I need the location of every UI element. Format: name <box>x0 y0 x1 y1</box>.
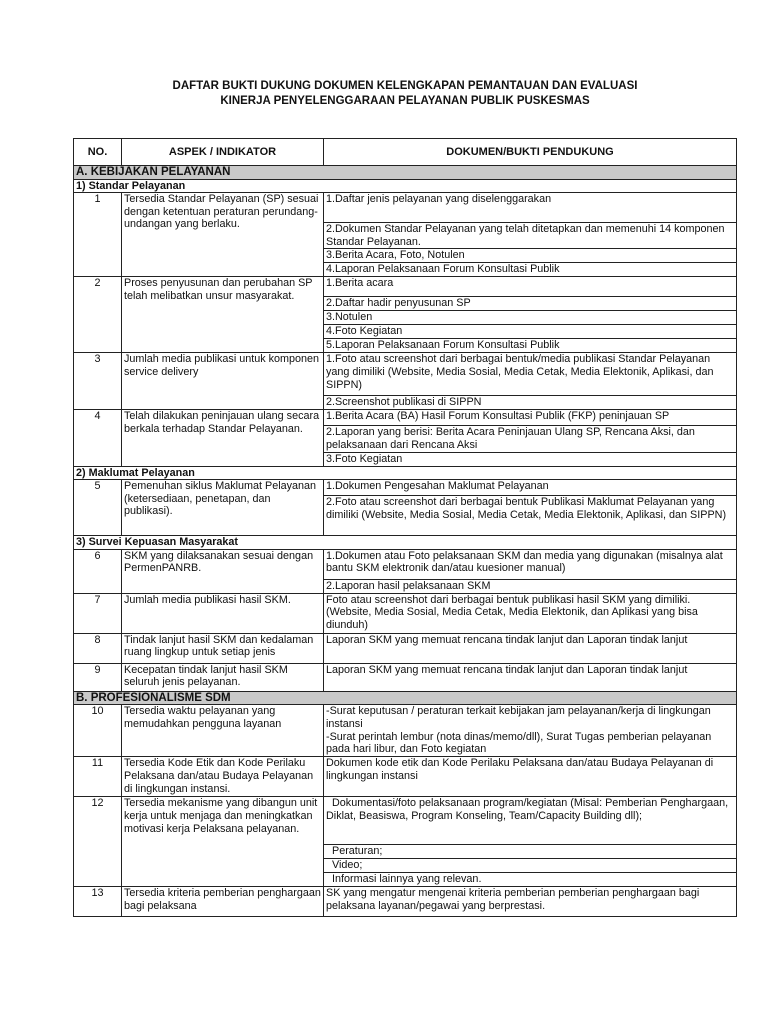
row-aspek: Jumlah media publikasi untuk komponen service delivery <box>122 353 324 410</box>
section-title: A. KEBIJAKAN PELAYANAN <box>74 166 737 180</box>
table-row <box>74 277 737 297</box>
table-row <box>74 887 737 917</box>
row-doc: Video; <box>324 859 737 873</box>
row-number: 5 <box>74 480 122 536</box>
row-doc: 2.Laporan yang berisi: Berita Acara Peninjauan Ulang SP, Rencana Aksi, dan pelaksanaan dari Rencana Aksi <box>324 426 737 452</box>
row-number: 3 <box>74 353 122 410</box>
row-doc: 1.Berita Acara (BA) Hasil Forum Konsultasi Publik (FKP) peninjauan SP <box>324 410 737 426</box>
subsection-row-a1 <box>74 179 737 193</box>
row-doc: 1.Daftar jenis pelayanan yang diselenggarakan <box>324 193 737 223</box>
table-row <box>74 663 737 691</box>
row-number: 10 <box>74 705 122 757</box>
row-aspek: Tersedia Standar Pelayanan (SP) sesuai dengan ketentuan peraturan perundang-undangan yang berlaku. <box>122 193 324 277</box>
row-doc: 1.Foto atau screenshot dari berbagai bentuk/media publikasi Standar Pelayanan yang dimiliki (Website, Media Sosial, Media Cetak, Media Elektonik, Aplikasi, dan SIPPN) <box>324 353 737 396</box>
table-row <box>74 480 737 496</box>
table-row <box>74 757 737 797</box>
row-number: 9 <box>74 663 122 691</box>
row-aspek: Tersedia waktu pelayanan yang memudahkan pengguna layanan <box>122 705 324 757</box>
header-dokumen: DOKUMEN/BUKTI PENDUKUNG <box>324 139 737 166</box>
table-row <box>74 633 737 663</box>
row-aspek: Proses penyusunan dan perubahan SP telah melibatkan unsur masyarakat. <box>122 277 324 353</box>
table-row <box>74 705 737 731</box>
document-title <box>0 79 768 109</box>
subsection-row-a3 <box>74 536 737 550</box>
row-doc: 1.Dokumen atau Foto pelaksanaan SKM dan media yang digunakan (misalnya alat bantu SKM elektronik dan/atau kuesioner manual) <box>324 549 737 579</box>
subsection-title: 3) Survei Kepuasan Masyarakat <box>74 536 737 550</box>
table-row <box>74 193 737 223</box>
row-number: 8 <box>74 633 122 663</box>
row-number: 7 <box>74 593 122 633</box>
row-doc: 2.Foto atau screenshot dari berbagai bentuk Publikasi Maklumat Pelayanan yang dimiliki (Website, Media Sosial, Media Cetak, Media Elektonik, Aplikasi, dan SIPPN) <box>324 496 737 536</box>
row-number: 1 <box>74 193 122 277</box>
subsection-title: 1) Standar Pelayanan <box>74 179 737 193</box>
section-title: B. PROFESIONALISME SDM <box>74 691 737 705</box>
subsection-row-a2 <box>74 466 737 480</box>
row-doc: -Surat perintah lembur (nota dinas/memo/dll), Surat Tugas pemberian pelayanan pada hari libur, dan Foto kegiatan <box>324 731 737 757</box>
row-aspek: Telah dilakukan peninjauan ulang secara berkala terhadap Standar Pelayanan. <box>122 410 324 466</box>
row-number: 6 <box>74 549 122 593</box>
table-row <box>74 410 737 426</box>
row-doc: Laporan SKM yang memuat rencana tindak lanjut dan Laporan tindak lanjut <box>324 663 737 691</box>
row-aspek: Jumlah media publikasi hasil SKM. <box>122 593 324 633</box>
row-doc: 4.Laporan Pelaksanaan Forum Konsultasi Publik <box>324 263 737 277</box>
header-no: NO. <box>74 139 122 166</box>
header-aspek: ASPEK / INDIKATOR <box>122 139 324 166</box>
row-doc: 2.Laporan hasil pelaksanaan SKM <box>324 579 737 593</box>
table-header-row <box>74 139 737 166</box>
row-number: 13 <box>74 887 122 917</box>
row-number: 11 <box>74 757 122 797</box>
table-row <box>74 353 737 396</box>
row-number: 2 <box>74 277 122 353</box>
row-doc: Foto atau screenshot dari berbagai bentuk publikasi hasil SKM yang dimiliki. (Website, Media Sosial, Media Cetak, Media Elektonik, dan Aplikasi yang bisa diunduh) <box>324 593 737 633</box>
row-doc: 3.Notulen <box>324 311 737 325</box>
table-row <box>74 593 737 633</box>
row-doc: SK yang mengatur mengenai kriteria pemberian pemberian penghargaan bagi pelaksana layanan/pegawai yang berprestasi. <box>324 887 737 917</box>
row-doc: 2.Dokumen Standar Pelayanan yang telah ditetapkan dan memenuhi 14 komponen Standar Pelayanan. <box>324 223 737 249</box>
row-doc: 3.Berita Acara, Foto, Notulen <box>324 249 737 263</box>
section-row-a <box>74 166 737 180</box>
row-doc: Laporan SKM yang memuat rencana tindak lanjut dan Laporan tindak lanjut <box>324 633 737 663</box>
row-doc: 2.Screenshot publikasi di SIPPN <box>324 396 737 410</box>
subsection-title: 2) Maklumat Pelayanan <box>74 466 737 480</box>
row-aspek: Tersedia mekanisme yang dibangun unit kerja untuk menjaga dan meningkatkan motivasi kerja Pelaksana pelayanan. <box>122 797 324 887</box>
row-doc: 1.Berita acara <box>324 277 737 297</box>
table-row <box>74 797 737 845</box>
row-doc: 5.Laporan Pelaksanaan Forum Konsultasi Publik <box>324 339 737 353</box>
row-doc: Dokumen kode etik dan Kode Perilaku Pelaksana dan/atau Budaya Pelayanan di lingkungan instansi <box>324 757 737 797</box>
section-row-b <box>74 691 737 705</box>
row-aspek: Tindak lanjut hasil SKM dan kedalaman ruang lingkup untuk setiap jenis <box>122 633 324 663</box>
row-number: 4 <box>74 410 122 466</box>
row-aspek: Kecepatan tindak lanjut hasil SKM seluruh jenis pelayanan. <box>122 663 324 691</box>
row-doc: -Surat keputusan / peraturan terkait kebijakan jam pelayanan/kerja di lingkungan instansi <box>324 705 737 731</box>
row-doc: Peraturan; <box>324 845 737 859</box>
title-line-1: DAFTAR BUKTI DUKUNG DOKUMEN KELENGKAPAN PEMANTAUAN DAN EVALUASI <box>172 80 638 92</box>
row-aspek: Tersedia Kode Etik dan Kode Perilaku Pelaksana dan/atau Budaya Pelayanan di lingkungan instansi. <box>122 757 324 797</box>
row-number: 12 <box>74 797 122 887</box>
evidence-table <box>73 138 737 917</box>
row-doc: Informasi lainnya yang relevan. <box>324 873 737 887</box>
row-doc: 2.Daftar hadir penyusunan SP <box>324 297 737 311</box>
row-aspek: Pemenuhan siklus Maklumat Pelayanan (ketersediaan, penetapan, dan publikasi). <box>122 480 324 536</box>
row-doc: 1.Dokumen Pengesahan Maklumat Pelayanan <box>324 480 737 496</box>
row-doc: 4.Foto Kegiatan <box>324 325 737 339</box>
row-aspek: SKM yang dilaksanakan sesuai dengan PermenPANRB. <box>122 549 324 593</box>
table-row <box>74 549 737 579</box>
row-doc: Dokumentasi/foto pelaksanaan program/kegiatan (Misal: Pemberian Penghargaan, Diklat, Beasiswa, Program Konseling, Team/Capacity Building dll); <box>324 797 737 845</box>
row-aspek: Tersedia kriteria pemberian penghargaan bagi pelaksana <box>122 887 324 917</box>
row-doc: 3.Foto Kegiatan <box>324 452 737 466</box>
title-line-2: KINERJA PENYELENGGARAAN PELAYANAN PUBLIK PUSKESMAS <box>220 95 590 107</box>
